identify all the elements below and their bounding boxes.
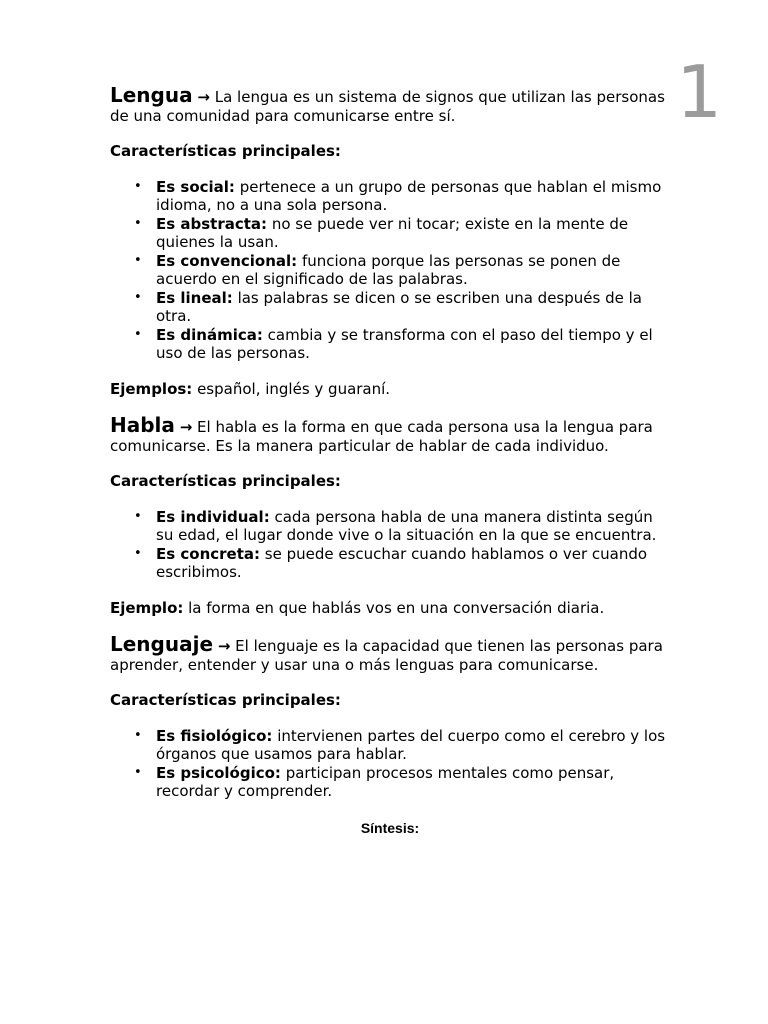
list-item xyxy=(156,252,670,289)
lengua-term: Lengua xyxy=(110,83,193,107)
habla-definition-text: El habla es la forma en que cada persona usa la lengua para comunicarse. Es la manera particular de hablar de cada individuo. xyxy=(110,418,653,455)
lenguaje-characteristics-list xyxy=(110,727,670,801)
habla-example xyxy=(110,599,670,618)
list-item xyxy=(156,326,670,363)
example-text: la forma en que hablás vos en una conversación diaria. xyxy=(183,598,605,617)
item-text: las palabras se dicen o se escriben una después de la otra. xyxy=(156,288,642,325)
document-body xyxy=(110,83,670,851)
arrow-right-icon: → xyxy=(179,418,193,436)
item-label: Es concreta: xyxy=(156,544,261,563)
example-label: Ejemplo: xyxy=(110,598,184,617)
item-label: Es fisiológico: xyxy=(156,726,273,745)
habla-definition xyxy=(110,413,670,455)
page-number: 1 xyxy=(676,50,722,134)
lenguaje-characteristics-heading: Características principales: xyxy=(110,691,341,709)
item-text: funciona porque las personas se ponen de acuerdo en el significado de las palabras. xyxy=(156,251,621,288)
item-text: cada persona habla de una manera distinta según su edad, el lugar donde vive o la situación en la que se encuentra. xyxy=(156,507,657,544)
item-label: Es individual: xyxy=(156,507,270,526)
example-label: Ejemplos: xyxy=(110,379,193,398)
item-text: intervienen partes del cuerpo como el cerebro y los órganos que usamos para hablar. xyxy=(156,726,666,763)
item-text: participan procesos mentales como pensar, recordar y comprender. xyxy=(156,763,615,800)
item-label: Es lineal: xyxy=(156,288,233,307)
lengua-characteristics-heading: Características principales: xyxy=(110,142,341,160)
lengua-example xyxy=(110,380,670,399)
item-text: cambia y se transforma con el paso del tiempo y el uso de las personas. xyxy=(156,325,653,362)
list-item xyxy=(156,508,670,545)
habla-characteristics-list xyxy=(110,508,670,582)
lenguaje-term: Lenguaje xyxy=(110,632,214,656)
item-label: Es dinámica: xyxy=(156,325,263,344)
list-item xyxy=(156,764,670,801)
list-item xyxy=(156,215,670,252)
lengua-definition xyxy=(110,83,670,125)
arrow-right-icon: → xyxy=(197,88,210,106)
lengua-definition-text: La lengua es un sistema de signos que utilizan las personas de una comunidad para comunicarse entre sí. xyxy=(110,88,665,125)
lenguaje-definition-text: El lenguaje es la capacidad que tienen las personas para aprender, entender y usar una o más lenguas para comunicarse. xyxy=(110,637,663,674)
synthesis-heading: Síntesis: xyxy=(360,819,420,836)
item-label: Es abstracta: xyxy=(156,214,268,233)
item-text: se puede escuchar cuando hablamos o ver cuando escribimos. xyxy=(156,544,648,581)
list-item xyxy=(156,178,670,215)
item-text: pertenece a un grupo de personas que hablan el mismo idioma, no a una sola persona. xyxy=(156,177,662,214)
list-item xyxy=(156,289,670,326)
arrow-right-icon: → xyxy=(217,637,231,655)
list-item xyxy=(156,727,670,764)
example-text: español, inglés y guaraní. xyxy=(192,379,391,398)
item-label: Es psicológico: xyxy=(156,763,281,782)
item-label: Es social: xyxy=(156,177,235,196)
lenguaje-definition xyxy=(110,632,670,674)
item-label: Es convencional: xyxy=(156,251,298,270)
habla-term: Habla xyxy=(110,413,175,437)
habla-characteristics-heading: Características principales: xyxy=(110,472,341,490)
item-text: no se puede ver ni tocar; existe en la mente de quienes la usan. xyxy=(156,214,629,251)
lengua-characteristics-list xyxy=(110,178,670,363)
list-item xyxy=(156,545,670,582)
